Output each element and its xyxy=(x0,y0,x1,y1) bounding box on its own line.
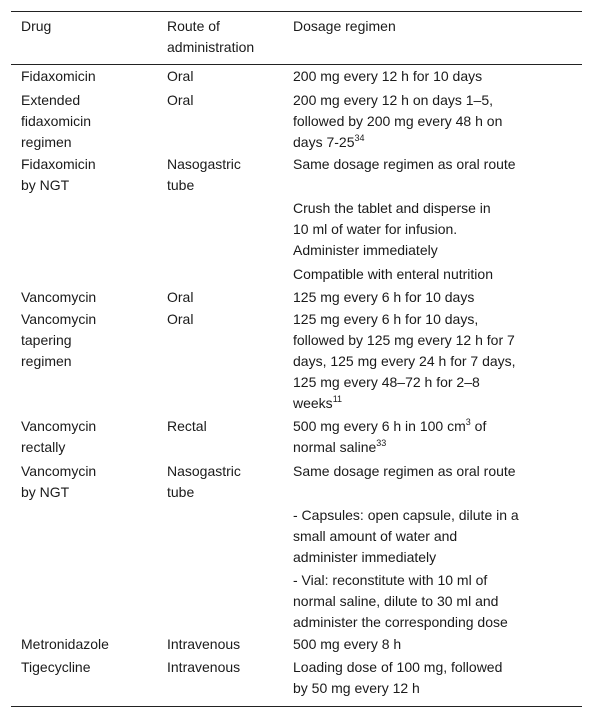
table-row-dose: 500 mg every 8 h xyxy=(293,636,402,652)
table-bottom-rule xyxy=(11,706,582,707)
header-rule xyxy=(11,64,582,65)
table-row-note: - Capsules: open capsule, dilute in a small amount of water and administer immediately xyxy=(293,507,519,565)
table-row-dose: Same dosage regimen as oral route xyxy=(293,463,516,479)
reference-superscript: 34 xyxy=(354,133,365,143)
table-row-drug: Vancomycin xyxy=(21,289,97,305)
unit-superscript: 3 xyxy=(465,417,471,427)
table-row-dose: Loading dose of 100 mg, followed by 50 mg every 12 h xyxy=(293,659,503,696)
table-row-note: Crush the tablet and disperse in 10 ml of water for infusion. Administer immediately xyxy=(293,200,491,258)
table-row-route: Oral xyxy=(167,68,194,84)
table-row-drug: Fidaxomicin xyxy=(21,68,96,84)
header-drug: Drug xyxy=(21,18,52,34)
table-row-route: Intravenous xyxy=(167,659,241,675)
table-row-route: Oral xyxy=(167,92,194,108)
table-row-drug: Metronidazole xyxy=(21,636,109,652)
table-row-route: Rectal xyxy=(167,418,207,434)
header-route: Route of administration xyxy=(167,18,255,55)
table-row-route: Intravenous xyxy=(167,636,241,652)
reference-superscript: 11 xyxy=(332,394,343,404)
table-row-dose: 200 mg every 12 h for 10 days xyxy=(293,68,483,84)
table-row-dose: 125 mg every 6 h for 10 days xyxy=(293,289,475,305)
reference-superscript: 33 xyxy=(376,438,387,448)
table-row-drug: Vancomycin tapering regimen xyxy=(21,311,97,369)
table-row-dose: Same dosage regimen as oral route xyxy=(293,156,516,172)
table-row-dose: 200 mg every 12 h on days 1–5, followed by 200 mg every 48 h on days $7-25^{34}$ xyxy=(293,92,503,150)
table-row-route: Nasogastric tube xyxy=(167,463,241,500)
table-row-route: Nasogastric tube xyxy=(167,156,241,193)
table-top-rule xyxy=(11,11,582,12)
table-row-route: Oral xyxy=(167,311,194,327)
table-row-drug: Vancomycin rectally xyxy=(21,418,97,455)
table-row-note: - Vial: reconstitute with 10 ml of normal saline, dilute to 30 ml and administer the corresponding dose xyxy=(293,572,508,630)
table-row-drug: Vancomycin by NGT xyxy=(21,463,97,500)
table-row-dose: 500 mg every 6 h in 100 $cm^3$ of normal saline$^{33}$ xyxy=(293,417,487,455)
table-row-drug: Tigecycline xyxy=(21,659,91,675)
table-row-note: Compatible with enteral nutrition xyxy=(293,266,493,282)
table-row-dose: 125 mg every 6 h for 10 days, followed by 125 mg every 12 h for 7 days, 125 mg every 24 h for 7 days, 125 mg every 48–72 h for 2–8 weeks$^{11}$ xyxy=(293,311,516,411)
table-row-route: Oral xyxy=(167,289,194,305)
table-row-drug: Fidaxomicin by NGT xyxy=(21,156,96,193)
table-row-drug: Extended fidaxomicin regimen xyxy=(21,92,92,150)
header-dosage: Dosage regimen xyxy=(293,18,396,34)
